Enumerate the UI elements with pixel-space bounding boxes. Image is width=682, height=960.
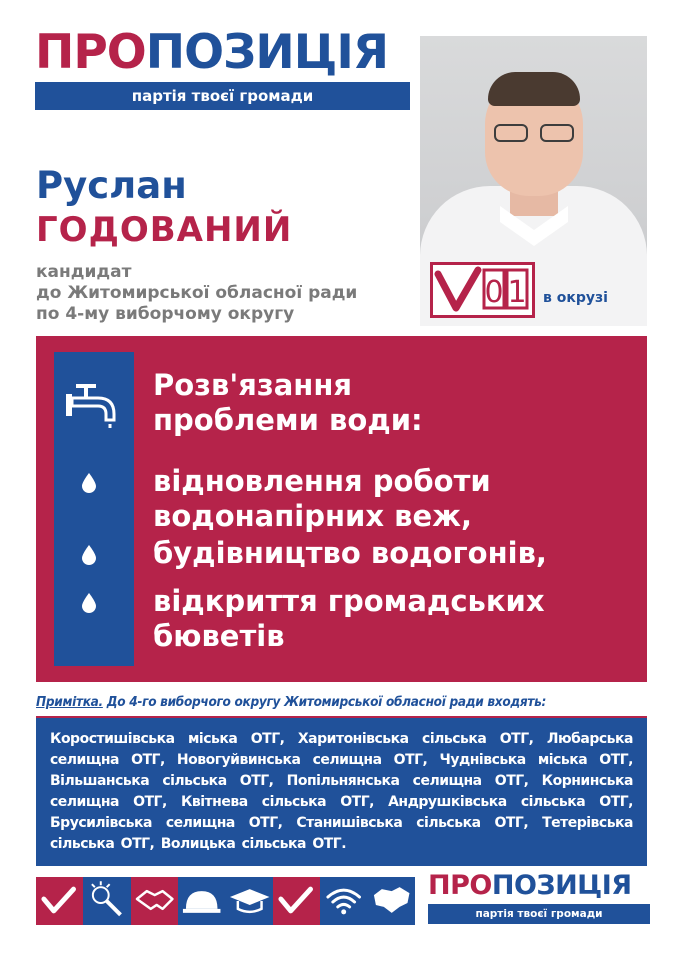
icon-tiles (36, 877, 415, 925)
icon-tile (131, 877, 178, 925)
icon-tile (320, 877, 367, 925)
icon-tile (368, 877, 415, 925)
candidate-last-name: ГОДОВАНИЙ (36, 210, 293, 250)
promise-block (36, 336, 647, 682)
district-note: Примітка. До 4-го виборчого округу Житомирської обласної ради входять: (36, 694, 547, 710)
promise-title: Розв'язання проблеми води: (153, 368, 423, 437)
ballot-caption: в окрузі (543, 290, 608, 306)
icon-tile (83, 877, 130, 925)
svg-text:0: 0 (483, 275, 504, 310)
promise-item: відновлення роботи водонапірних веж, (153, 464, 491, 533)
water-drop-icon (81, 592, 97, 614)
districts-list: Коростишівська міська ОТГ, Харитонівська сільська ОТГ, Любарська селищна ОТГ, Новогуйвинська селищна ОТГ, Чуднівська міська ОТГ, Вільшанська сільська ОТГ, Попільнянська селищна ОТГ, Корнинська селищна ОТГ, Квітнева сільська ОТГ, Андрушківська сільська ОТГ, Брусилівська селищна ОТГ, Станишівська сільська ОТГ, Тетерівська сільська ОТГ, Волицька сільська ОТГ. (36, 716, 647, 866)
ballot-checkmark-icon (434, 266, 532, 314)
water-tap-icon (62, 378, 124, 430)
water-drop-icon (81, 472, 97, 494)
promise-item: будівництво водогонів, (153, 536, 547, 570)
wifi-icon (320, 877, 367, 925)
party-logo-top (35, 27, 410, 110)
handshake-icon (131, 877, 178, 925)
medicine-icon (83, 877, 130, 925)
party-tagline-bottom: партія твоєї громади (428, 904, 650, 924)
checkmark-icon (36, 877, 83, 925)
promise-item: відкриття громадських бюветів (153, 584, 545, 653)
icon-tile (273, 877, 320, 925)
party-logo-word: ПРОПОЗИЦІЯ (35, 25, 389, 80)
icon-tile (226, 877, 273, 925)
checkmark-icon (273, 877, 320, 925)
graduation-cap-icon (226, 877, 273, 925)
water-drop-icon (81, 544, 97, 566)
ukraine-map-icon (368, 877, 415, 925)
candidate-first-name: Руслан (36, 164, 187, 207)
icon-tile (36, 877, 83, 925)
icon-tile (178, 877, 225, 925)
candidate-description: кандидат до Житомирської обласної ради по 4-му виборчому округу (36, 262, 358, 324)
svg-text:1: 1 (506, 275, 527, 310)
ballot-number-mark (430, 262, 535, 318)
party-tagline: партія твоєї громади (35, 82, 410, 110)
party-logo-bottom: ПРОПОЗИЦІЯ партія твоєї громади (428, 870, 650, 924)
hard-hat-icon (178, 877, 225, 925)
